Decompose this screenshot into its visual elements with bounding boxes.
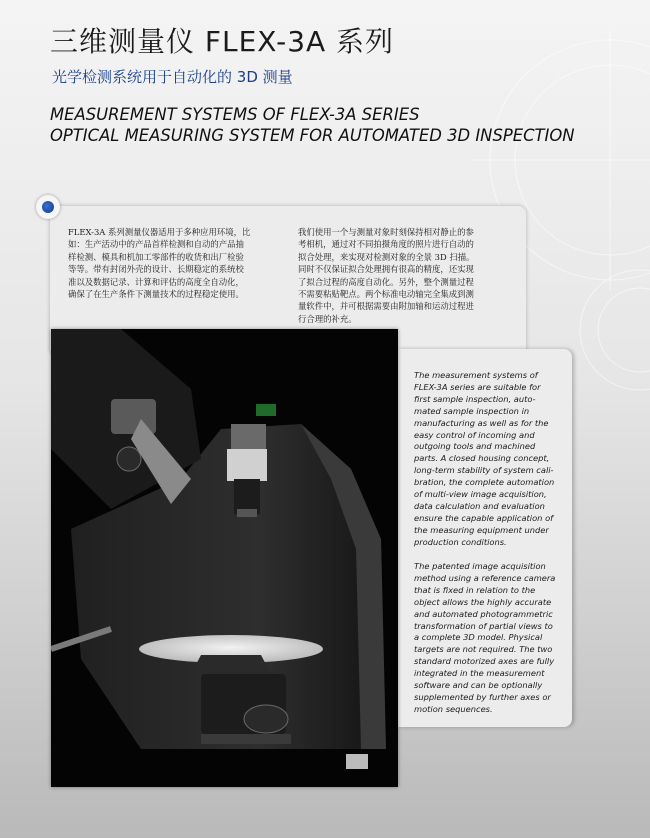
text-line: targets are not required. The two (414, 644, 553, 655)
text-line: outgoing tools and machined (414, 441, 536, 452)
text-line: 量软件中，并可根据需要由附加轴和运动过程进 (298, 301, 474, 312)
text-line: 准以及数据记录、计算和评估的高度全自动化， (68, 276, 244, 287)
text-line: manufacturing as well as for the (414, 417, 549, 428)
chinese-column-1 (68, 226, 288, 300)
text-line: 拟合处理，来实现对检测对象的全景 3D 扫描。 (298, 251, 475, 262)
text-line: software and can be optionally (414, 680, 543, 691)
text-line: ensure the capable application of (414, 512, 554, 523)
english-paragraph-1 (414, 370, 570, 549)
text-line: that is fixed in relation to the (414, 584, 536, 595)
text-line: 不需要粘贴靶点。两个标准电动轴完全集成到测 (298, 289, 474, 300)
text-line: object allows the highly accurate (414, 596, 552, 607)
product-photo (51, 329, 398, 787)
title-en-line-2: OPTICAL MEASURING SYSTEM FOR AUTOMATED 3D INSPECTION (50, 126, 575, 145)
text-line: supplemented by further axes or (414, 691, 551, 702)
text-line: 行合理的补充。 (298, 313, 357, 324)
text-line: standard motorized axes are fully (414, 656, 555, 667)
text-line: and automated photogrammetric (414, 608, 553, 619)
text-line: bration, the complete automation (414, 477, 555, 488)
text-line: mated sample inspection in (414, 405, 530, 416)
text-line: transformation of partial views to (414, 620, 553, 631)
text-line: 同时不仅保证拟合处理拥有很高的精度，还实现 (298, 264, 474, 275)
page-title-chinese: 三维测量仪 FLEX-3A 系列 (50, 25, 395, 58)
bullet-center (42, 201, 54, 213)
text-line: The measurement systems of (414, 370, 538, 380)
measuring-machine-illustration (51, 329, 398, 787)
title-en-line-1: MEASUREMENT SYSTEMS OF FLEX-3A SERIES (50, 105, 420, 124)
blue-circle-bullet-icon (36, 195, 60, 219)
text-line: method using a reference camera (414, 572, 556, 583)
text-line: a complete 3D model. Physical (414, 632, 543, 643)
page-subtitle-chinese: 光学检测系统用于自动化的 3D 测量 (52, 68, 293, 86)
text-line: The patented image acquisition (414, 561, 546, 571)
text-line: the measuring equipment under (414, 524, 549, 535)
text-line: parts. A closed housing concept, (414, 453, 550, 464)
text-line: motion sequences. (414, 703, 493, 714)
text-line: production conditions. (414, 536, 507, 547)
text-line: 了拟合过程的高度自动化。另外，整个测量过程 (298, 276, 474, 287)
text-line: of multi-view image acquisition, (414, 489, 547, 500)
text-line: easy control of incoming and (414, 429, 535, 440)
text-line: 如：生产活动中的产品首样检测和自动的产品抽 (68, 239, 244, 250)
text-line: 确保了在生产条件下测量技术的过程稳定使用。 (68, 289, 244, 300)
text-line: data calculation and evaluation (414, 500, 545, 511)
text-line: first sample inspection, auto- (414, 393, 536, 404)
text-line: integrated in the measurement (414, 668, 545, 679)
text-line: 考相机，通过对不同拍摄角度的照片进行自动的 (298, 239, 474, 250)
page-title-english (50, 104, 575, 146)
text-line: long-term stability of system cali- (414, 465, 554, 476)
text-line: FLEX-3A 系列测量仪器适用于多种应用环境，比 (68, 227, 251, 237)
text-line: 我们使用一个与测量对象时刻保持相对静止的参 (298, 227, 474, 237)
english-paragraph-2 (414, 561, 570, 716)
text-line: 样检测、模具和机加工零部件的收货和出厂检验 (68, 251, 244, 262)
text-line: 等等。带有封闭外壳的设计、长期稳定的系统校 (68, 264, 244, 275)
chinese-column-2 (298, 226, 520, 325)
text-line: FLEX-3A series are suitable for (414, 381, 541, 392)
